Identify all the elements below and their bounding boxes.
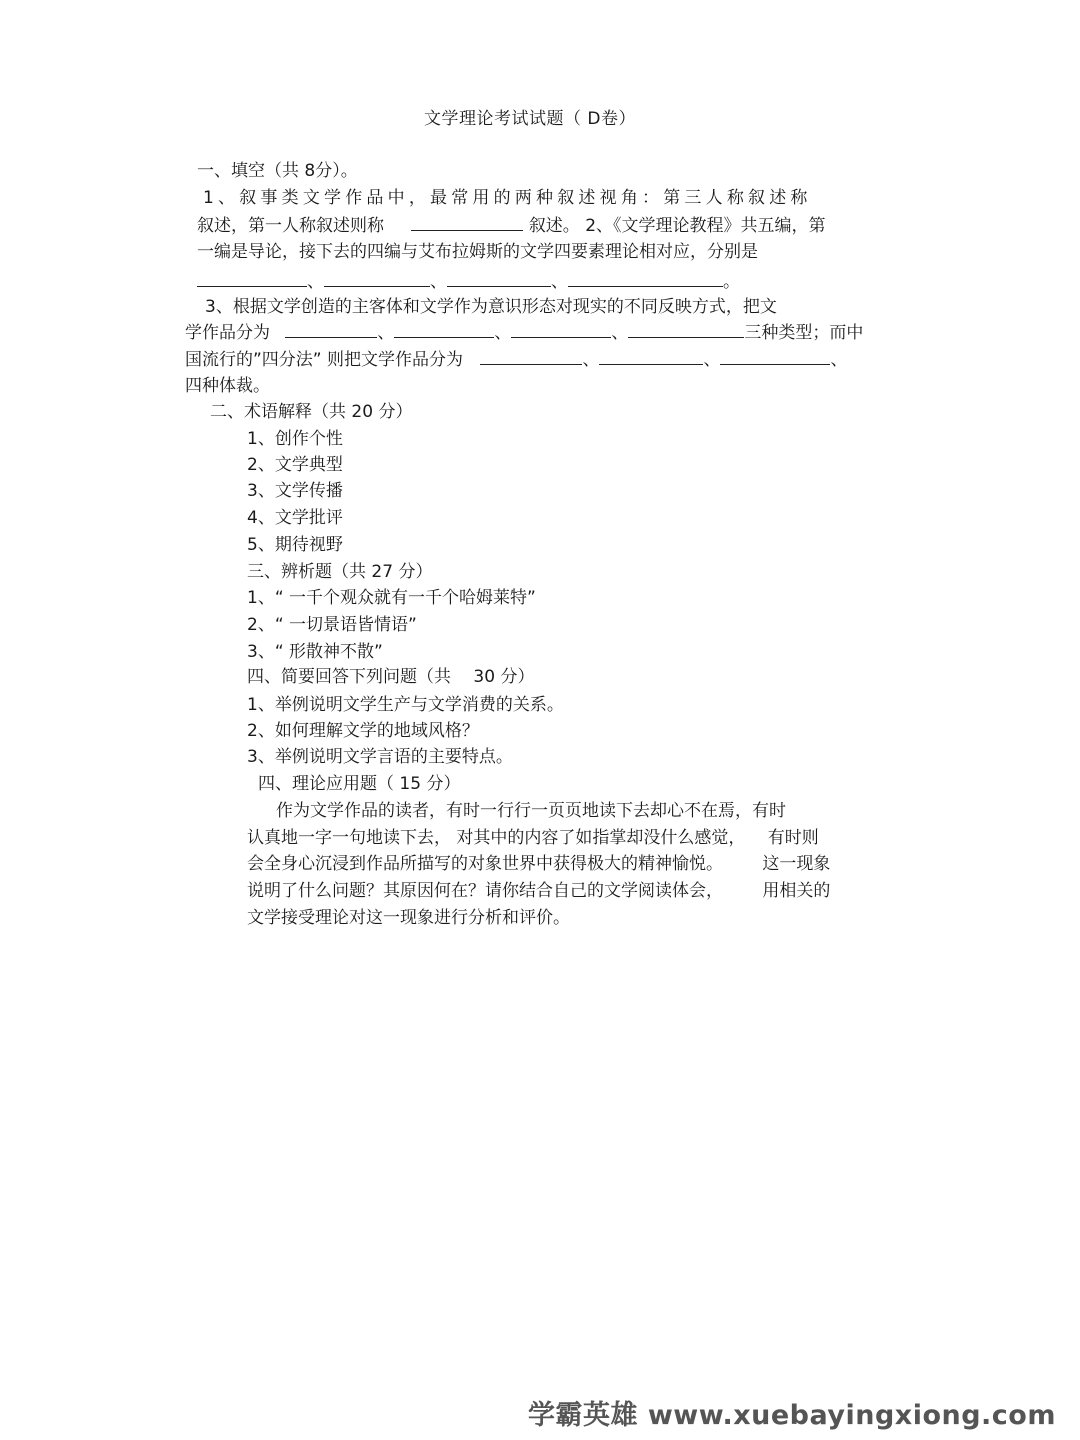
section-1-heading: 一、填空（共 8分）。	[197, 161, 358, 181]
application-paragraph-line: 说明了什么问题？其原因何在？请你结合自己的文学阅读体会， 用相关的	[247, 881, 831, 901]
question-1-line-2	[197, 214, 826, 237]
separator: 、	[611, 323, 629, 343]
fill-blank[interactable]	[447, 270, 551, 287]
fill-blank[interactable]	[324, 270, 430, 287]
fill-blank[interactable]	[411, 214, 523, 231]
fill-blank[interactable]	[599, 348, 703, 365]
section-2-heading: 二、术语解释（共 20 分）	[210, 402, 413, 422]
end-mark: 。	[723, 272, 740, 292]
section-5-heading: 四、理论应用题（ 15 分）	[258, 774, 461, 794]
short-answer-item: 2、如何理解文学的地域风格？	[247, 721, 479, 741]
fill-blank[interactable]	[628, 321, 744, 338]
application-paragraph-line: 文学接受理论对这一现象进行分析和评价。	[247, 908, 570, 928]
separator: 、	[830, 350, 848, 370]
separator: 、	[582, 350, 600, 370]
question-3-line-1: 3、根据文学创造的主客体和文学作为意识形态对现实的不同反映方式，把文	[205, 297, 777, 317]
site-watermark: 学霸英雄 www.xuebayingxiong.com	[527, 1400, 1056, 1431]
page-title: 文学理论考试试题（ D卷）	[424, 109, 636, 129]
separator: 、	[430, 272, 447, 292]
fill-blank[interactable]	[285, 321, 377, 338]
application-paragraph-line: 认真地一字一句地读下去， 对其中的内容了如指掌却没什么感觉， 有时则	[247, 828, 819, 848]
term-item: 4、文学批评	[247, 508, 343, 528]
short-answer-item: 1、举例说明文学生产与文学消费的关系。	[247, 695, 564, 715]
question-3-text-a: 学作品分为	[185, 323, 270, 343]
fill-blank[interactable]	[568, 270, 723, 287]
separator: 、	[551, 272, 568, 292]
application-paragraph-line: 会全身心沉浸到作品所描写的对象世界中获得极大的精神愉悦。 这一现象	[247, 854, 831, 874]
question-1-text-b: 叙述。 2、《文学理论教程》共五编，第	[528, 216, 826, 236]
analysis-item: 2、“ 一切景语皆情语”	[247, 615, 417, 635]
application-paragraph-line: 作为文学作品的读者，有时一行行一页页地读下去却心不在焉，有时	[276, 801, 786, 821]
question-3-text-b: 三种类型；而中	[744, 323, 864, 343]
question-3-text-c: 国流行的”四分法” 则把文学作品分为	[185, 350, 464, 370]
fill-blank[interactable]	[197, 270, 307, 287]
section-3-heading: 三、辨析题（共 27 分）	[247, 562, 433, 582]
analysis-item: 3、“ 形散神不散”	[247, 642, 383, 662]
term-item: 1、创作个性	[247, 429, 343, 449]
question-3-line-4: 四种体裁。	[185, 376, 270, 396]
separator: 、	[307, 272, 324, 292]
question-2-blanks	[197, 270, 740, 293]
question-1-text-a: 叙述，第一人称叙述则称	[197, 216, 384, 236]
question-3-line-2	[185, 321, 863, 344]
term-item: 3、文学传播	[247, 481, 343, 501]
section-4-heading: 四、简要回答下列问题（共 30 分）	[247, 667, 535, 687]
question-2-line-1: 一编是导论，接下去的四编与艾布拉姆斯的文学四要素理论相对应，分别是	[197, 242, 758, 262]
analysis-item: 1、“ 一千个观众就有一千个哈姆莱特”	[247, 588, 536, 608]
fill-blank[interactable]	[720, 348, 830, 365]
fill-blank[interactable]	[480, 348, 582, 365]
term-item: 2、文学典型	[247, 455, 343, 475]
separator: 、	[377, 323, 395, 343]
fill-blank[interactable]	[394, 321, 494, 338]
question-1-line-1: 1、叙事类文学作品中，最常用的两种叙述视角：第三人称叙述称	[203, 188, 812, 208]
term-item: 5、期待视野	[247, 535, 343, 555]
fill-blank[interactable]	[511, 321, 611, 338]
short-answer-item: 3、举例说明文学言语的主要特点。	[247, 747, 513, 767]
separator: 、	[494, 323, 512, 343]
separator: 、	[703, 350, 721, 370]
question-3-line-3	[185, 348, 847, 371]
